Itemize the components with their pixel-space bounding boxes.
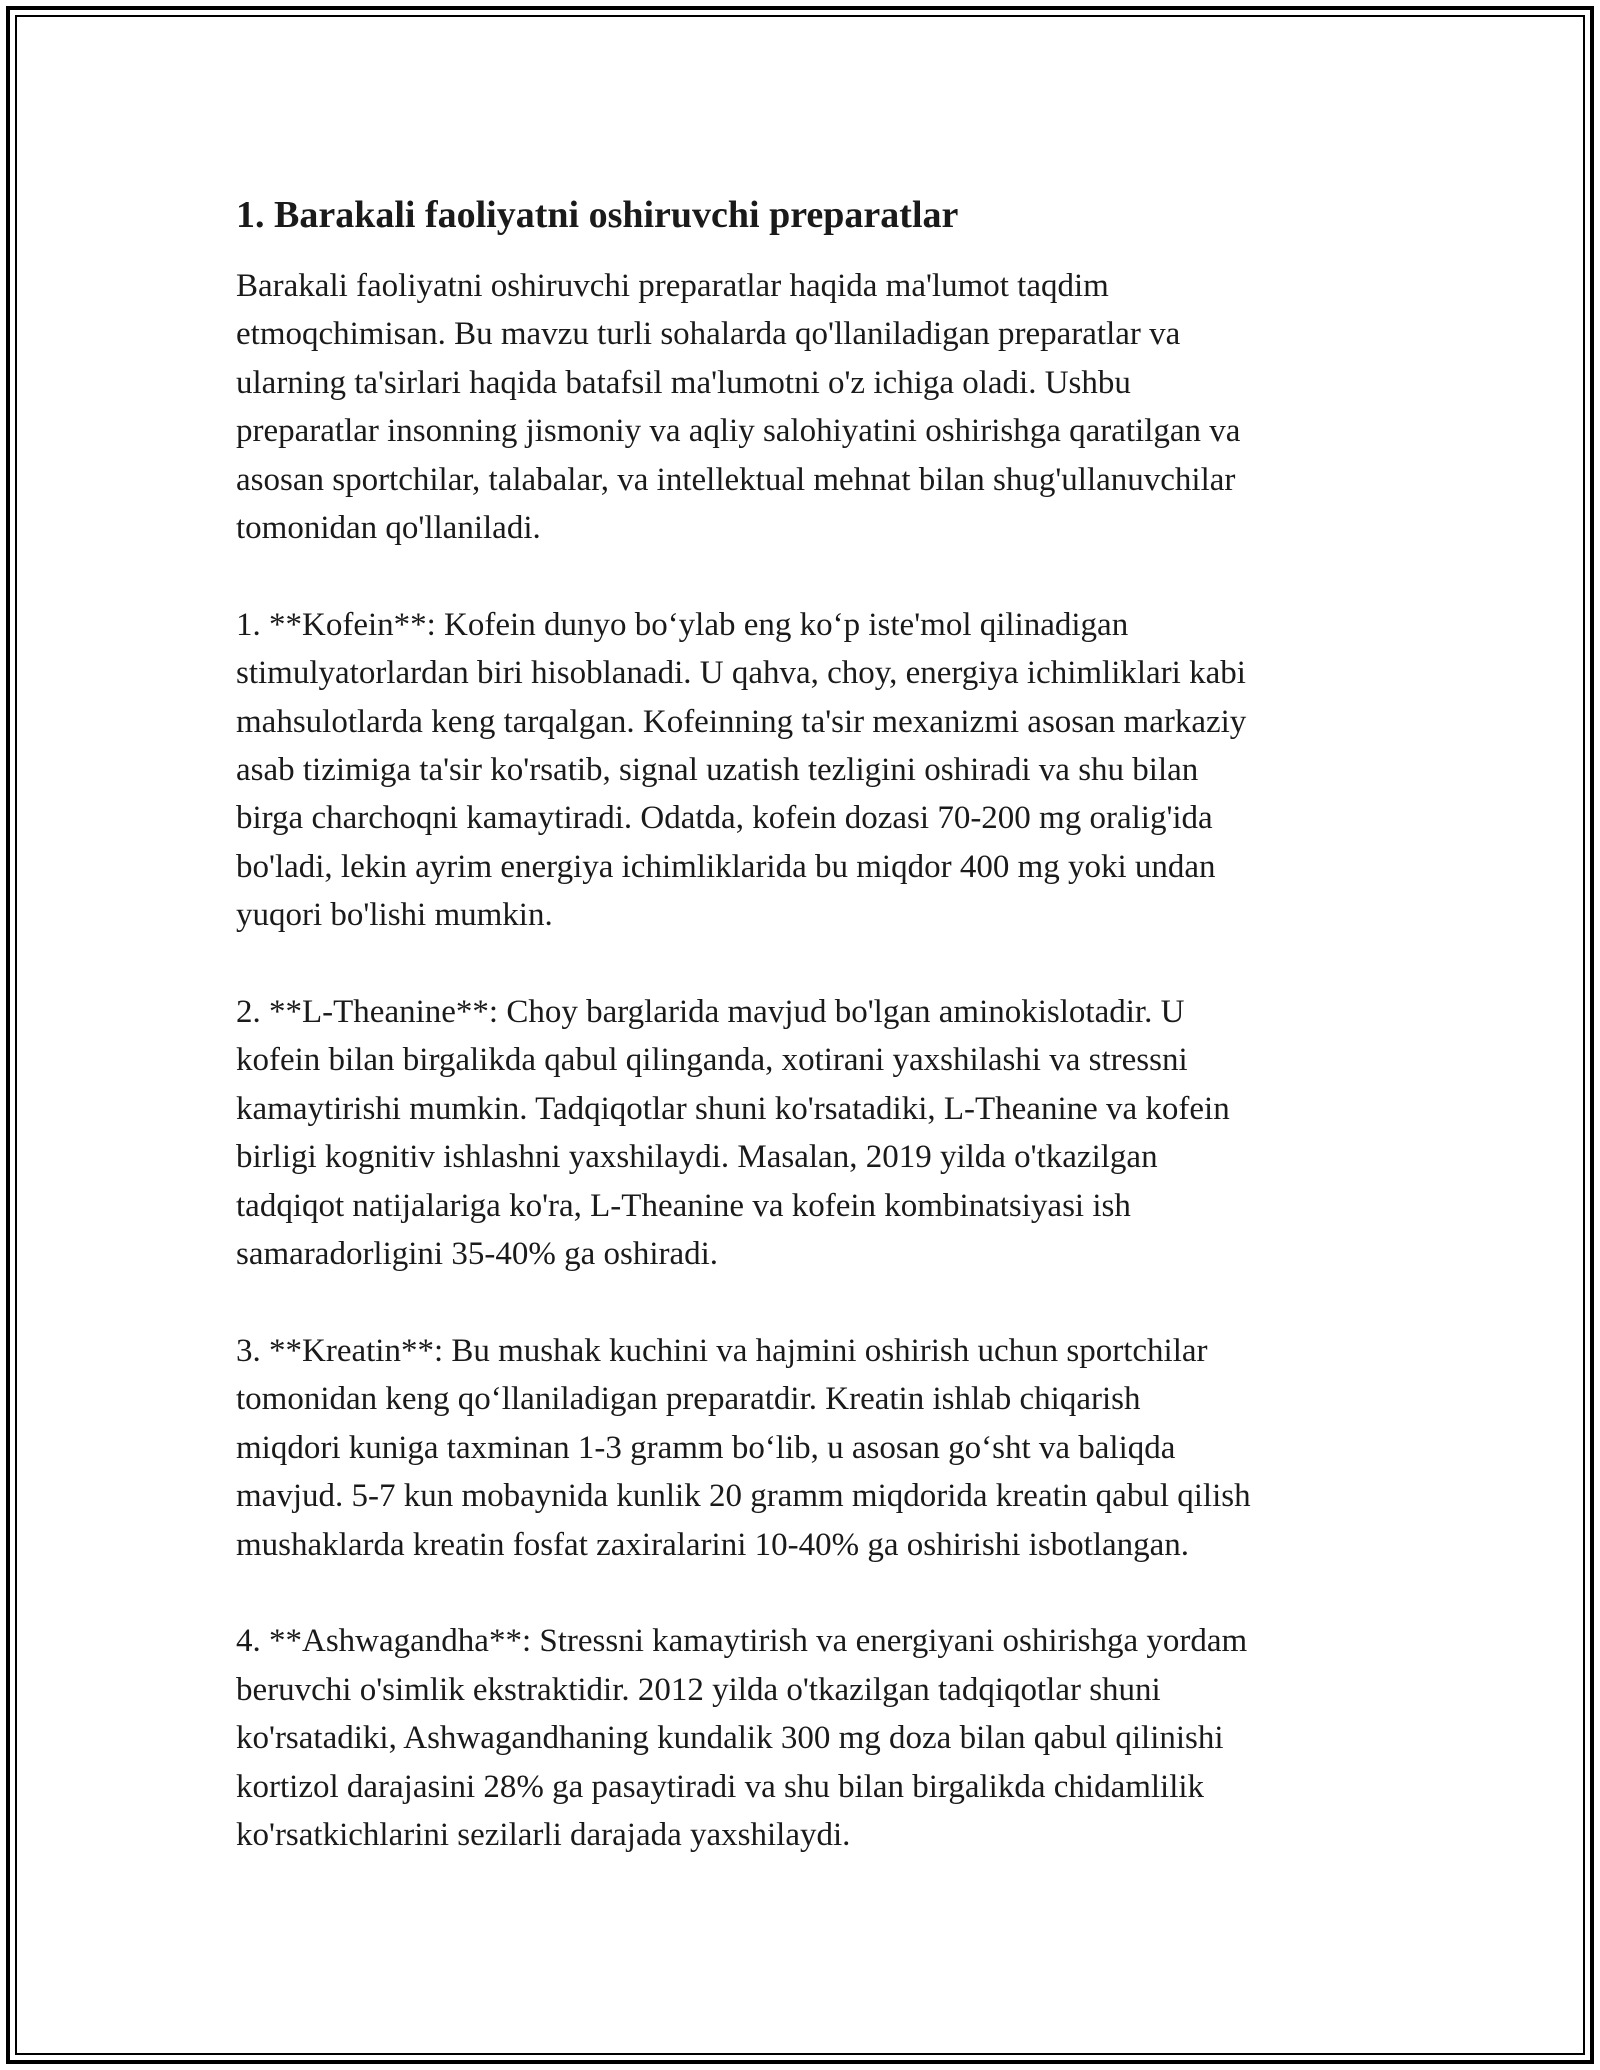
- paragraph-ashwagandha: 4. **Ashwagandha**: Stressni kamaytirish va energiyani oshirishga yordam beruvchi o'simlik ekstraktidir. 2012 yilda o'tkazilgan tadqiqotlar shuni ko'rsatadiki, Ashwagandhaning kundalik 300 mg doza bilan qabul qilinishi kortizol darajasini 28% ga pasaytiradi va shu bilan birgalikda chidamlilik ko'rsatkichlarini sezilarli darajada yaxshilaydi.: [236, 1623, 1248, 1853]
- document-body: [236, 188, 1386, 1908]
- paragraph-l-theanine: 2. **L-Theanine**: Choy barglarida mavjud bo'lgan aminokislotadir. U kofein bilan birgalikda qabul qilinganda, xotirani yaxshilashi va stressni kamaytirishi mumkin. Tadqiqotlar shuni ko'rsatadiki, L-Theanine va kofein birligi kognitiv ishlashni yaxshilaydi. Masalan, 2019 yilda o'tkazilgan tadqiqot natijalariga ko'ra, L-Theanine va kofein kombinatsiyasi ish samaradorligini 35-40% ga oshiradi.: [236, 994, 1230, 1273]
- document-title: 1. Barakali faoliyatni oshiruvchi preparatlar: [236, 194, 959, 236]
- intro-paragraph: Barakali faoliyatni oshiruvchi preparatlar haqida ma'lumot taqdim etmoqchimisan. Bu mavzu turli sohalarda qo'llaniladigan preparatlar va ularning ta'sirlari haqida batafsil ma'lumotni o'z ichiga oladi. Ushbu preparatlar insonning jismoniy va aqliy salohiyatini oshirishga qaratilgan va asosan sportchilar, talabalar, va intellektual mehnat bilan shug'ullanuvchilar tomonidan qo'llaniladi.: [236, 268, 1241, 547]
- paragraph-kofein: 1. **Kofein**: Kofein dunyo bo‘ylab eng ko‘p iste'mol qilinadigan stimulyatorlardan biri hisoblanadi. U qahva, choy, energiya ichimliklari kabi mahsulotlarda keng tarqalgan. Kofeinning ta'sir mexanizmi asosan markaziy asab tizimiga ta'sir ko'rsatib, signal uzatish tezligini oshiradi va shu bilan birga charchoqni kamaytiradi. Odatda, kofein dozasi 70-200 mg oralig'ida bo'ladi, lekin ayrim energiya ichimliklarida bu miqdor 400 mg yoki undan yuqori bo'lishi mumkin.: [236, 606, 1247, 934]
- paragraph-kreatin: 3. **Kreatin**: Bu mushak kuchini va hajmini oshirish uchun sportchilar tomonidan keng qo‘llaniladigan preparatdir. Kreatin ishlab chiqarish miqdori kuniga taxminan 1-3 gramm bo‘lib, u asosan go‘sht va baliqda mavjud. 5-7 kun mobaynida kunlik 20 gramm miqdorida kreatin qabul qilish mushaklarda kreatin fosfat zaxiralarini 10-40% ga oshirishi isbotlangan.: [236, 1332, 1251, 1563]
